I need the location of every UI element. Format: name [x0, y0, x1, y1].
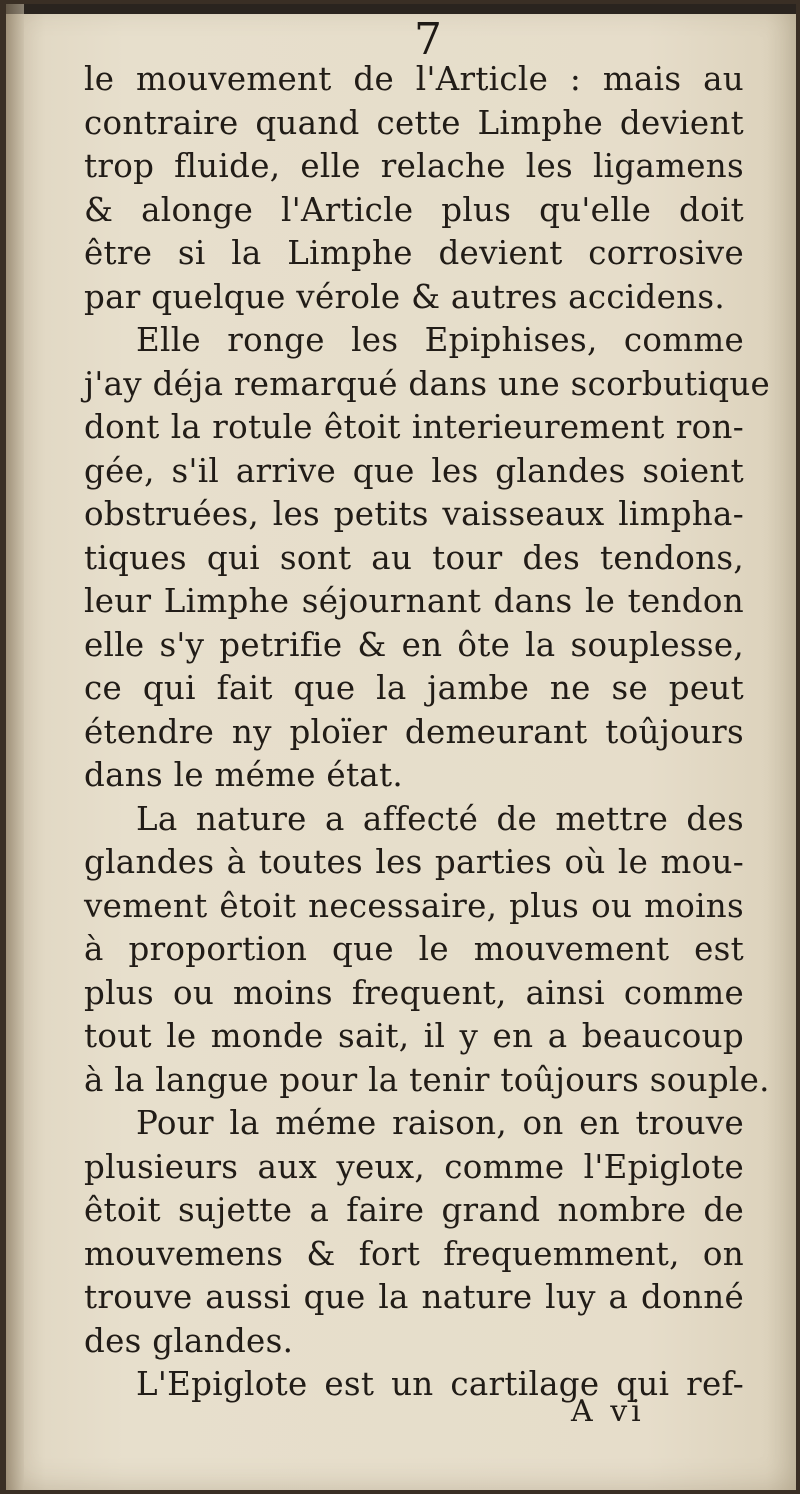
text-line: à proportion que le mouvement est	[84, 930, 744, 968]
text-line: par quelque vérole & autres accidens.	[84, 277, 726, 316]
text-line: j'ay déja remarqué dans une scorbutique	[84, 364, 771, 403]
text-line: contraire quand cette Limphe devient	[84, 103, 744, 142]
text-line: à la langue pour la tenir toûjours souple.	[84, 1060, 770, 1099]
text-line: plus ou moins frequent, ainsi comme	[84, 973, 744, 1012]
text-line: leur Limphe séjournant dans le tendon	[84, 582, 744, 620]
body-text	[84, 58, 771, 1407]
text-line: êtoit sujette a faire grand nombre de	[84, 1191, 744, 1229]
text-line: dans le méme état.	[84, 756, 403, 794]
text-line: L'Epiglote est un cartilage qui ref-	[136, 1365, 744, 1403]
text-line: ce qui fait que la jambe ne se peut	[84, 669, 744, 707]
text-line: des glandes.	[84, 1321, 294, 1360]
text-line: glandes à toutes les parties où le mou-	[84, 843, 744, 881]
text-line: trop fluide, elle relache les ligamens	[84, 147, 744, 185]
text-line: étendre ny ploïer demeurant toûjours	[84, 712, 744, 751]
text-line: La nature a affecté de mettre des	[136, 799, 744, 838]
text-line: dont la rotule êtoit interieurement ron-	[84, 408, 744, 446]
text-line: elle s'y petrifie & en ôte la souplesse,	[84, 625, 744, 664]
text-line: & alonge l'Article plus qu'elle doit	[84, 190, 744, 229]
text-line: gée, s'il arrive que les glandes soient	[84, 451, 744, 490]
text-line: être si la Limphe devient corrosive	[84, 234, 744, 272]
page-top-edge	[6, 4, 796, 14]
text-line: Elle ronge les Epiphises, comme	[136, 321, 744, 359]
book-page	[6, 4, 796, 1490]
text-line: Pour la méme raison, on en trouve	[136, 1104, 744, 1142]
text-line: vement êtoit necessaire, plus ou moins	[84, 886, 744, 925]
page-binding-shadow	[6, 4, 24, 1490]
text-line: trouve aussi que la nature luy a donné	[84, 1278, 744, 1316]
text-line: obstruées, les petits vaisseaux limpha-	[84, 495, 744, 533]
text-line: mouvemens & fort frequemment, on	[84, 1234, 744, 1273]
text-line: tiques qui sont au tour des tendons,	[84, 538, 744, 577]
signature-catchword: A vi	[571, 1394, 645, 1429]
page-number: 7	[414, 14, 442, 65]
text-line: le mouvement de l'Article : mais au	[84, 60, 744, 98]
text-line: plusieurs aux yeux, comme l'Epiglote	[84, 1147, 744, 1186]
text-line: tout le monde sait, il y en a beaucoup	[84, 1017, 744, 1055]
